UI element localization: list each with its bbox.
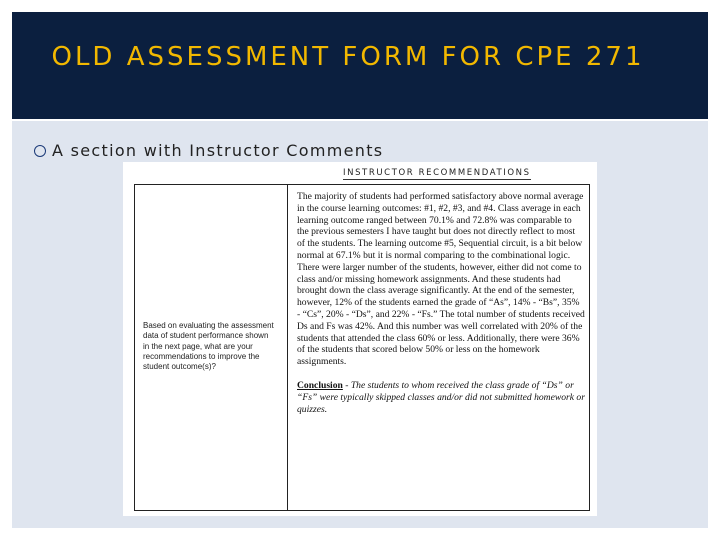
comment-cell: [288, 185, 589, 510]
instructor-comment: The majority of students had performed satisfactory above normal average in the course learning outcomes: #1, #2, #3, and #4. Class average in each learning outcome ranged between 70.1% and 72.8% was comparable to the previous semesters I have taught but does not directly reflect to most of the students. The learning outcome #5, Sequential circuit, is a bit below normal at 67.1% but it is normal comparing to the combinational logic. There were larger number of the students, however, either did not come to class and/or missing homework assignments. And these students had brought down the class average significantly. At the end of the semester, however, 12% of the students earned the grade of “As”, 14% - “Bs”, 35% - “Cs”, 20% - “Ds”, and 22% - “Fs.” The total number of students received Ds and Fs was 42%. And this number was well correlated with 20% of the students that attended the class 60% or less. Additionally, there were 36% of the students that scored below 50% or less on the homework assignments.: [297, 191, 585, 368]
prompt-cell: [135, 185, 288, 510]
bullet-item: [34, 141, 383, 160]
assessment-form-image: [123, 162, 597, 516]
conclusion-text: - The students to whom received the class grade of “Ds” or “Fs” were typically skipped classes and/or did not submitted homework or quizzes.: [297, 379, 585, 415]
prompt-text: Based on evaluating the assessment data of student performance shown in the next page, what are your recommendations to improve the student outcome(s)?: [143, 321, 274, 372]
slide-title: OLD ASSESSMENT FORM FOR CPE 271: [51, 41, 645, 72]
form-heading: INSTRUCTOR RECOMMENDATIONS: [343, 168, 531, 178]
hollow-circle-bullet-icon: [34, 145, 46, 157]
conclusion: [297, 380, 585, 415]
bullet-text: A section with Instructor Comments: [52, 141, 384, 160]
form-table: [134, 184, 590, 511]
conclusion-label: Conclusion: [297, 379, 343, 391]
